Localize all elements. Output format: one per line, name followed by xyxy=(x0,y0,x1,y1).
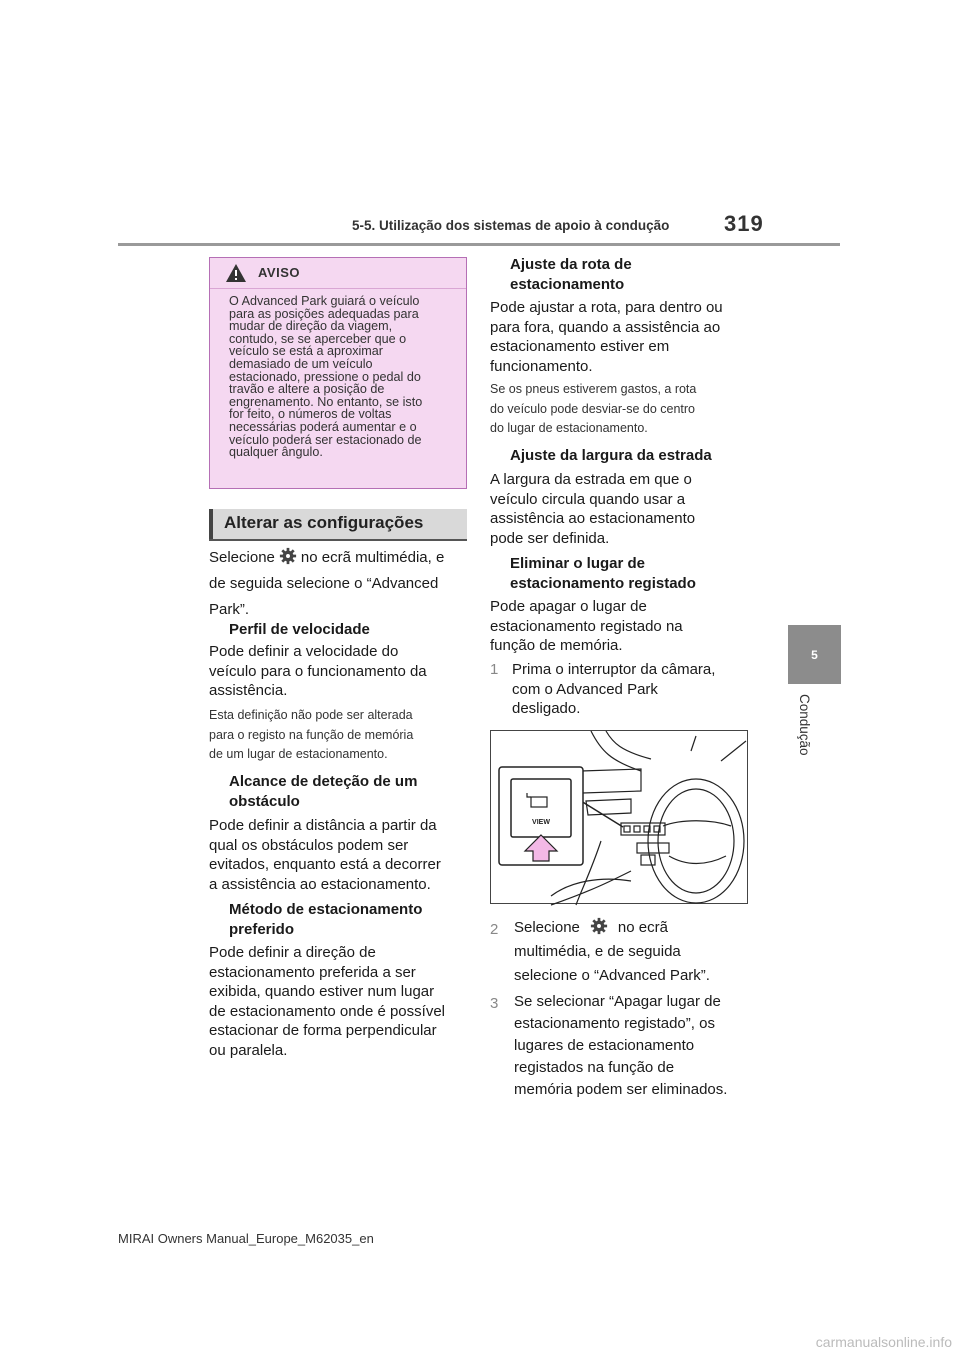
body-line: assistência. xyxy=(209,682,288,699)
warning-header xyxy=(210,258,466,288)
body-line: estacionar de forma perpendicular xyxy=(209,1022,437,1039)
item-note-route-adjust xyxy=(490,380,752,439)
warning-line: veículo poderá ser estacionado de xyxy=(229,432,422,447)
heading-line: estacionamento xyxy=(510,275,625,293)
section-heading xyxy=(209,509,467,539)
body-line: ou paralela. xyxy=(209,1041,288,1059)
warning-text xyxy=(229,295,457,459)
step-number: 2 xyxy=(490,921,499,938)
intro-paragraph xyxy=(209,547,471,621)
item-body-obstacle-range xyxy=(209,816,471,894)
step-2 xyxy=(490,917,760,987)
warning-triangle-icon xyxy=(225,263,247,283)
step-number: 3 xyxy=(490,995,499,1012)
body-line: estacionamento preferida a ser xyxy=(209,963,416,981)
warning-line: contudo, se se aperceber que o xyxy=(229,331,407,346)
item-heading-delete-spot xyxy=(510,554,696,593)
step-line: Se selecionar “Apagar lugar de xyxy=(514,993,721,1010)
warning-title: AVISO xyxy=(258,265,300,280)
body-line: Pode ajustar a rota, para dentro ou xyxy=(490,299,723,316)
step-line: memória podem ser eliminados. xyxy=(514,1081,728,1098)
body-line: evitados, enquanto está a decorrer xyxy=(209,856,441,873)
step-3 xyxy=(490,991,760,1101)
item-body-delete-spot xyxy=(490,597,752,656)
camera-switch-illustration xyxy=(490,730,748,904)
step-line: Prima o interruptor da câmara, xyxy=(512,661,716,678)
body-line: funcionamento. xyxy=(490,357,593,375)
body-line: veículo circula quando usar a xyxy=(490,490,686,508)
intro-line-2: de seguida selecione o “Advanced xyxy=(209,575,439,592)
heading-line: Eliminar o lugar de xyxy=(510,555,646,572)
item-heading-route-adjust xyxy=(510,255,632,294)
item-body-road-width xyxy=(490,470,752,548)
body-line: Pode definir a velocidade do xyxy=(209,643,399,660)
header-rule xyxy=(118,243,840,246)
chapter-label-vertical xyxy=(786,690,812,770)
section-header-title: 5-5. Utilização dos sistemas de apoio à condução xyxy=(352,218,670,233)
body-line: a assistência ao estacionamento. xyxy=(209,875,431,893)
step-line: lugares de estacionamento xyxy=(514,1037,695,1054)
warning-box xyxy=(209,257,467,489)
step-line: estacionamento registado”, os xyxy=(514,1015,715,1032)
body-line: pode ser definida. xyxy=(490,529,610,547)
dashboard-illustration xyxy=(491,731,749,905)
warning-line: engrenamento. No entanto, se isto xyxy=(229,394,423,409)
heading-line: Perfil de velocidade xyxy=(229,621,370,638)
body-line: Pode apagar o lugar de xyxy=(490,598,647,615)
body-line: para fora, quando a assistência ao xyxy=(490,318,721,336)
heading-line: estacionamento registado xyxy=(510,574,696,592)
intro-text-after-icon: no ecrã multimédia, e xyxy=(300,549,445,566)
item-heading-obstacle-range xyxy=(229,772,417,811)
intro-line-1 xyxy=(209,547,471,569)
heading-line: Alcance de deteção de um xyxy=(229,773,418,790)
body-line: Pode definir a direção de xyxy=(209,944,376,961)
body-line: estacionamento registado na xyxy=(490,617,683,635)
body-line: de estacionamento onde é possível xyxy=(209,1002,445,1020)
step-line: com o Advanced Park xyxy=(512,680,658,698)
body-line: Pode definir a distância a partir da xyxy=(209,817,437,834)
warning-line: para as posições adequadas para xyxy=(229,306,419,321)
body-line: qual os obstáculos podem ser xyxy=(209,836,409,854)
body-line: exibida, quando estiver num lugar xyxy=(209,983,435,1000)
item-heading-road-width xyxy=(510,446,712,466)
page-number: 319 xyxy=(724,211,764,236)
intro-text-before-icon: Selecione xyxy=(209,549,275,566)
body-line: estacionamento estiver em xyxy=(490,338,670,355)
intro-line-3: Park”. xyxy=(209,601,250,618)
note-line: de um lugar de estacionamento. xyxy=(209,747,388,761)
heading-line: Ajuste da rota de xyxy=(510,256,632,273)
warning-line: necessárias poderá aumentar e o xyxy=(229,419,417,434)
body-line: veículo para o funcionamento da xyxy=(209,662,427,680)
warning-line: demasiado de um veículo xyxy=(229,356,373,371)
heading-line: obstáculo xyxy=(229,792,300,810)
warning-line: qualquer ângulo. xyxy=(229,445,323,460)
svg-text:Condução: Condução xyxy=(797,694,812,756)
heading-line: preferido xyxy=(229,920,295,938)
gear-icon xyxy=(279,547,297,565)
note-line: para o registo na função de memória xyxy=(209,727,414,742)
item-body-speed-profile xyxy=(209,642,471,701)
section-heading-rule xyxy=(209,539,467,541)
chapter-label xyxy=(786,690,812,770)
watermark: carmanualsonline.info xyxy=(815,1334,952,1350)
body-line: função de memória. xyxy=(490,637,623,654)
heading-line: Método de estacionamento xyxy=(229,901,423,918)
section-heading-text: Alterar as configurações xyxy=(224,513,424,532)
step-line: selecione o “Advanced Park”. xyxy=(514,967,710,984)
heading-line: Ajuste da largura da estrada xyxy=(510,447,712,464)
chapter-number-tab: 5 xyxy=(788,625,841,684)
footer-text: MIRAI Owners Manual_Europe_M62035_en xyxy=(118,1231,374,1246)
step-text-after-icon: no ecrã xyxy=(617,919,668,936)
body-line: assistência ao estacionamento xyxy=(490,510,696,527)
item-heading-speed-profile xyxy=(229,620,370,640)
item-body-route-adjust xyxy=(490,298,752,376)
warning-line: for feito, o números de voltas xyxy=(229,407,392,422)
note-line: do lugar de estacionamento. xyxy=(490,421,648,435)
warning-line: veículo se está a aproximar xyxy=(229,344,383,359)
warning-line: estacionado, pressione o pedal do xyxy=(229,369,421,384)
warning-line: O Advanced Park guiará o veículo xyxy=(229,294,420,308)
note-line: do veículo pode desviar-se do centro xyxy=(490,401,695,416)
step-text-before-icon: Selecione xyxy=(514,919,580,936)
step-number: 1 xyxy=(490,661,499,678)
gear-icon xyxy=(590,917,608,935)
step-line: multimédia, e de seguida xyxy=(514,943,681,960)
body-line: A largura da estrada em que o xyxy=(490,471,692,488)
step-line: desligado. xyxy=(512,700,581,717)
warning-divider xyxy=(210,288,466,289)
view-button-label: VIEW xyxy=(532,819,550,826)
item-note-speed-profile xyxy=(209,706,471,765)
item-heading-parking-method xyxy=(229,900,422,939)
step-line: registados na função de xyxy=(514,1059,675,1076)
step-1 xyxy=(490,660,760,719)
note-line: Se os pneus estiverem gastos, a rota xyxy=(490,382,697,396)
warning-line: mudar de direção da viagem, xyxy=(229,319,393,334)
warning-line: travão e altere a posição de xyxy=(229,382,385,397)
section-heading-bar xyxy=(209,509,213,539)
item-body-parking-method xyxy=(209,943,471,1060)
note-line: Esta definição não pode ser alterada xyxy=(209,708,413,722)
